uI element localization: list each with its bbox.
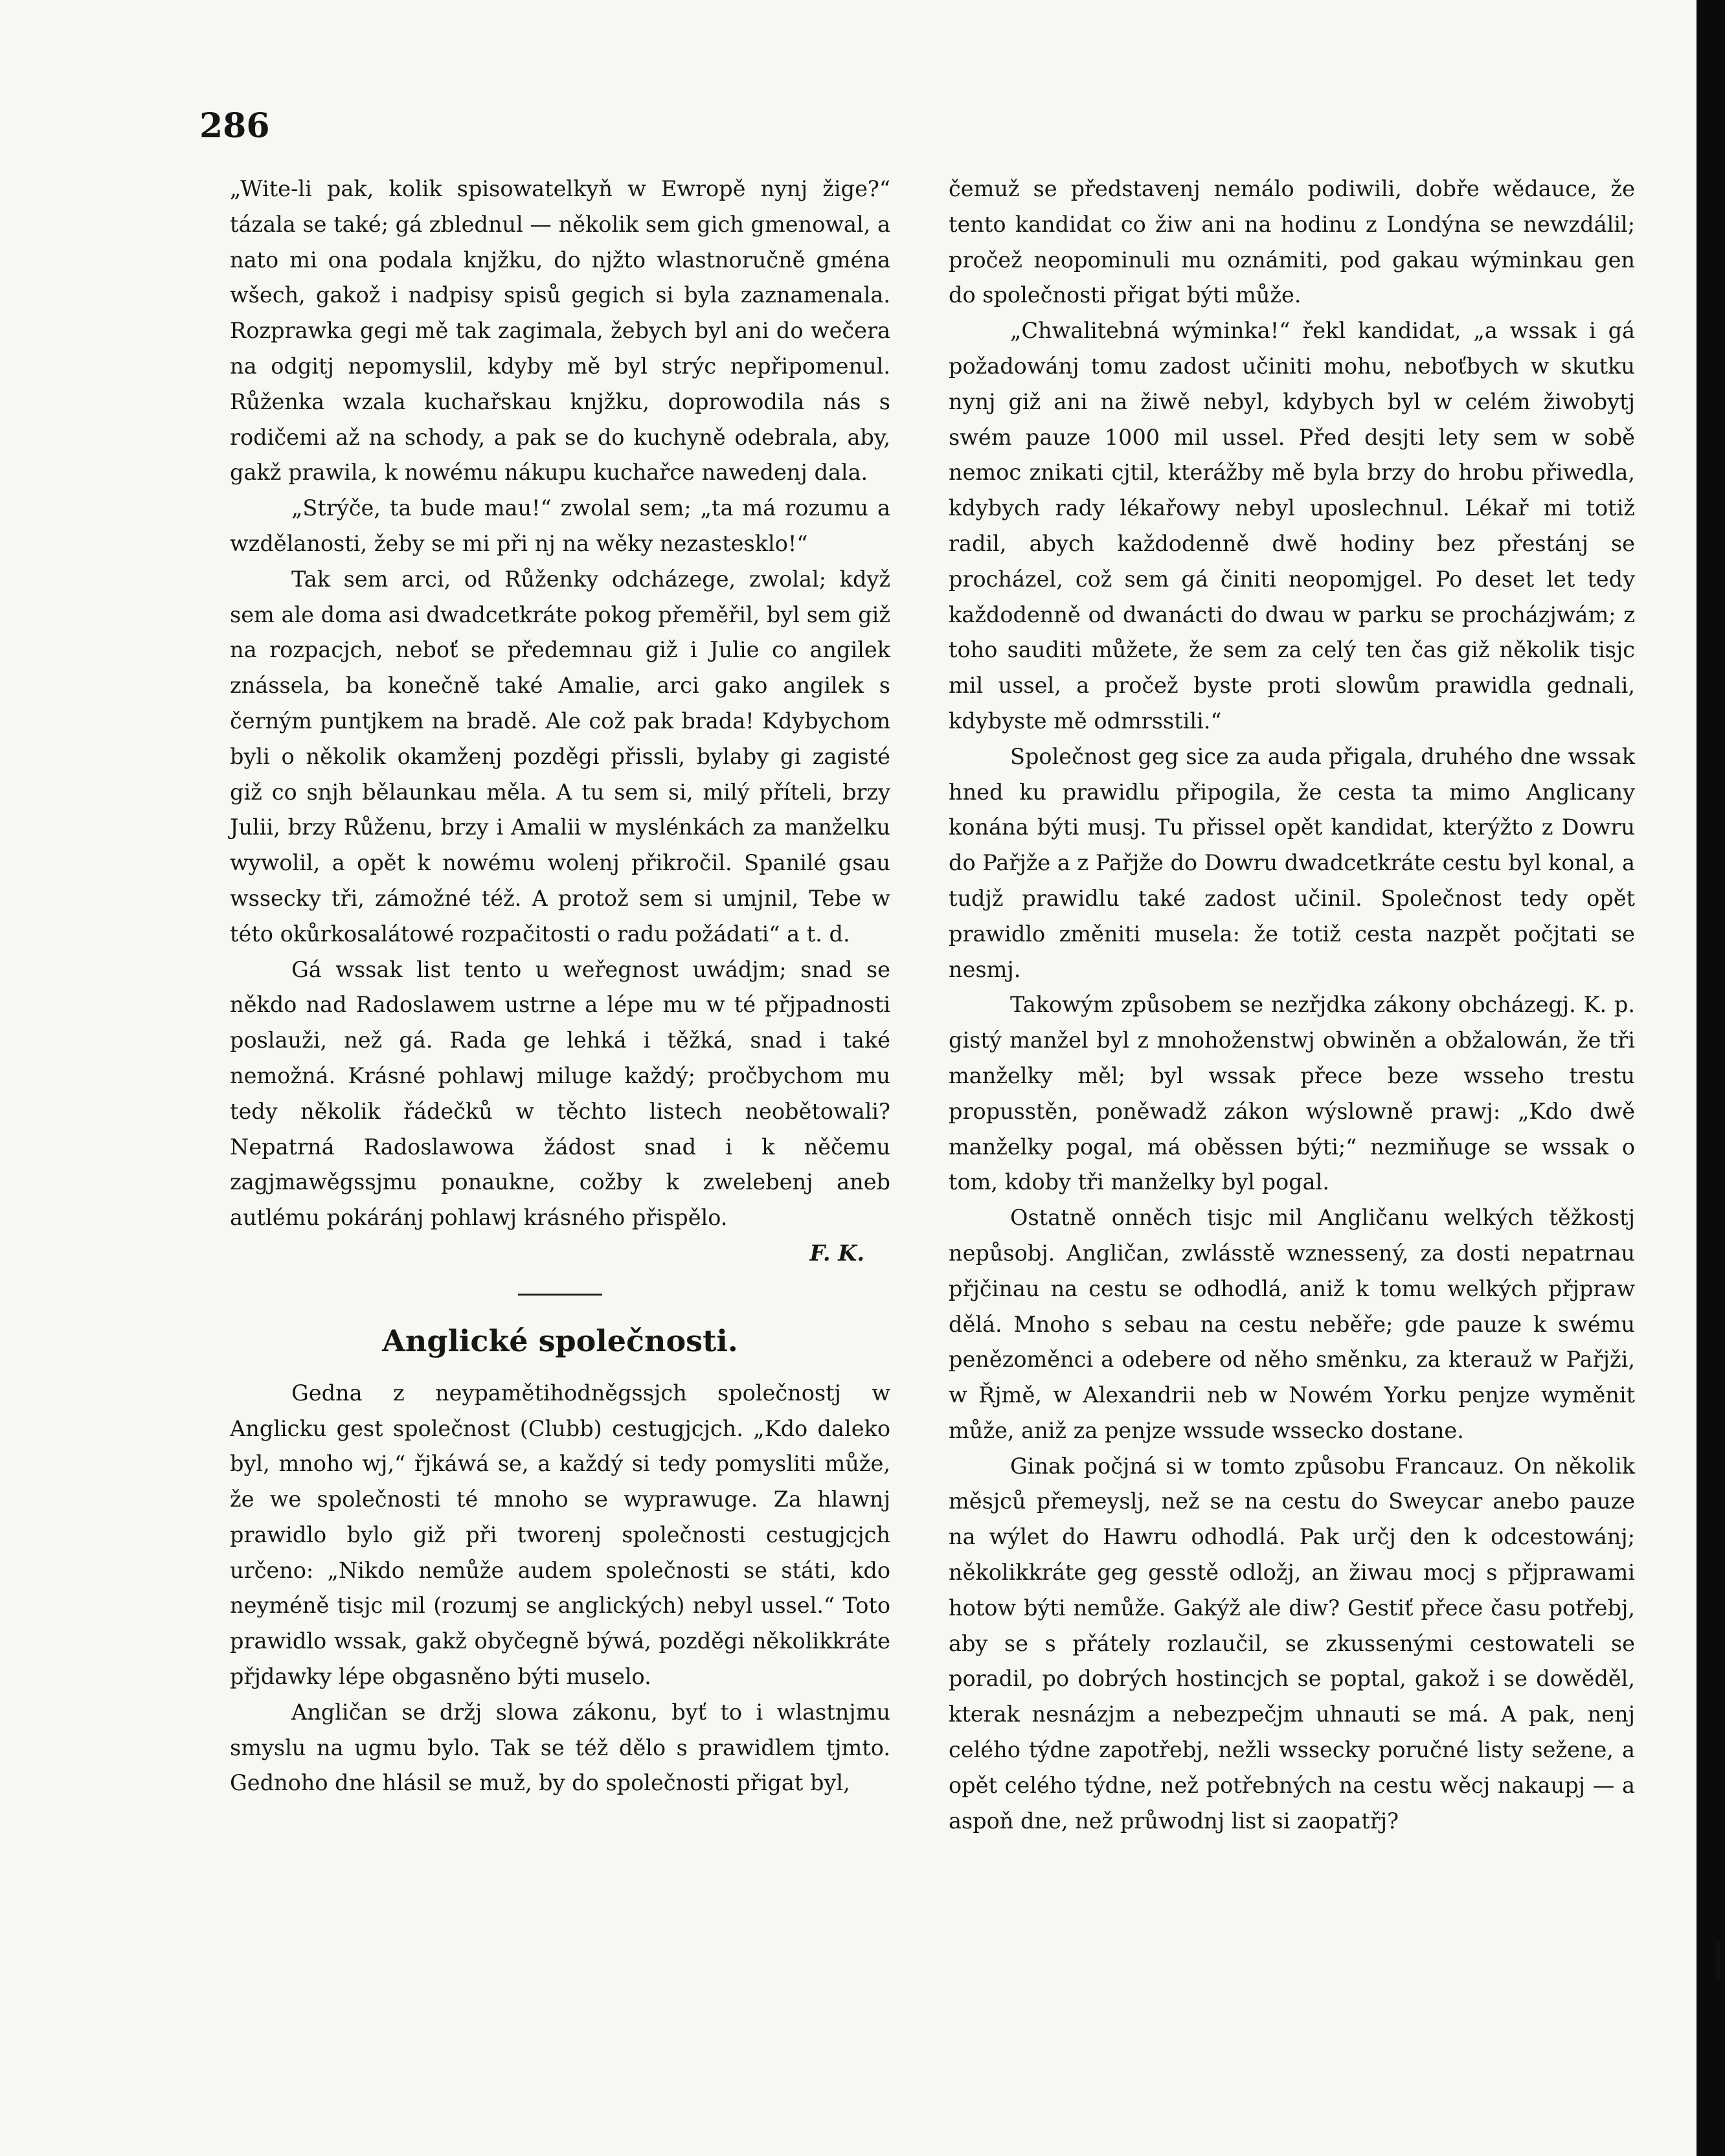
page-number: 286 bbox=[199, 106, 270, 146]
left-paragraph-3: Tak sem arci, od Růženky odcházege, zwolal; když sem ale doma asi dwadcetkráte pokog přeměřil, byl sem giž na rozpacjch, neboť se předemnau giž i Julie co angilek znássela, ba konečně také Amalie, arci gako angilek s černým puntjkem na bradě. Ale což pak brada! Kdybychom byli o několik okamženj pozděgi přissli, bylaby gi zagisté giž co snjh bělaunkau měla. A tu sem si, milý příteli, brzy Julii, brzy Růženu, brzy i Amalii w myslénkách za manželku wywolil, a opět k nowému wolenj přikročil. Spanilé gsau wssecky tři, zámožné též. A protož sem si umjnil, Tebe w této okůrkosalátowé rozpačitosti o radu požádati“ a t. d. bbox=[230, 566, 890, 947]
left-paragraph-1: „Wite-li pak, kolik spisowatelkyň w Ewropě nynj žige?“ tázala se také; gá zblednul — několik sem gich gmenowal, a nato mi ona podala knjžku, do njžto wlastnoručně gména wšech, gakož i nadpisy spisů gegich si byla zaznamenala. Rozprawka gegi mě tak zagimala, žebych byl ani do wečera na odgitj nepomyslil, kdyby mě byl strýc nepřipomenul. Růženka wzala kuchařskau knjžku, doprowodila nás s rodičemi až na schody, a pak se do kuchyně odebrala, aby, gakž prawila, k nowému nákupu kuchařce nawedenj dala. bbox=[230, 176, 890, 486]
right-paragraph-6: Ginak počjná si w tomto způsobu Francauz. On několik měsjců přemeyslj, než se na cestu do Sweycar anebo pauze na wýlet do Hawru odhodlá. Pak určj den k odcestowánj; několikkráte geg gesstě odložj, an žiwau mocj s přjprawami hotow býti nemůže. Gakýž ale diw? Gestiť přece času potřebj, aby se s přátely rozlaučil, se zkussenými cestowateli se poradil, po dobrých hostincjch se poptal, gakož i se dowěděl, kterak nesnázjm a nebezpečjm uhnauti se má. A pak, nenj celého týdne zapotřebj, nežli wssecky poručné listy sežene, a opět celého týdne, než potřebných na cestu wěcj nakaupj — a aspoň dne, než průwodnj list si zaopatřj? bbox=[949, 1453, 1635, 1834]
left-paragraph-2: „Strýče, ta bude mau!“ zwolal sem; „ta má rozumu a wzdělanosti, žeby se mi při nj na wěky nezastesklo!“ bbox=[230, 495, 890, 556]
right-paragraph-4: Takowým způsobem se nezřjdka zákony obcházegj. K. p. gistý manžel byl z mnohoženstwj obwiněn a obžalowán, že tři manželky měl; byl wssak přece beze wsseho trestu propusstěn, poněwadž zákon wýslowně prawj: „Kdo dwě manželky pogal, má oběssen býti;“ nezmiňuge se wssak o tom, kdoby tři manželky byl pogal. bbox=[949, 992, 1635, 1195]
article-heading: Anglické společnosti. bbox=[382, 1323, 738, 1358]
author-signature: F. K. bbox=[809, 1240, 864, 1266]
left-paragraph-6: Angličan se držj slowa zákonu, byť to i wlastnjmu smyslu na ugmu bylo. Tak se též dělo s prawidlem tjmto. Gednoho dne hlásil se muž, by do společnosti přigat byl, bbox=[230, 1699, 890, 1796]
scan-edge-mark bbox=[1716, 1942, 1720, 1981]
right-paragraph-1: čemuž se představenj nemálo podiwili, dobře wědauce, že tento kandidat co žiw ani na hodinu z Londýna se newzdálil; pročež neopominuli mu oznámiti, pod gakau wýminkau gen do společnosti přigat býti může. bbox=[949, 176, 1635, 308]
right-paragraph-2: „Chwalitebná wýminka!“ řekl kandidat, „a wssak i gá požadowánj tomu zadost učiniti mohu, neboťbych w skutku nynj giž ani na žiwě nebyl, kdybych byl w celém žiwobytj swém pauze 1000 mil ussel. Před desjti lety sem w sobě nemoc znikati cjtil, kterážby mě byla brzy do hrobu přiwedla, kdybych rady lékařowy nebyl uposlechnul. Lékař mi totiž radil, abych každodenně dwě hodiny bez přestánj se procházel, což sem gá činiti neopomjgel. Po deset let tedy každodenně od dwanácti do dwau w parku se procházjwám; z toho sauditi můžete, že sem za celý ten čas giž několik tisjc mil ussel, a pročež byste proti slowům prawidla gednali, kdybyste mě odmrsstili.“ bbox=[949, 318, 1635, 734]
right-column bbox=[949, 172, 1635, 1839]
right-paragraph-5: Ostatně onněch tisjc mil Angličanu welkých těžkostj nepůsobj. Angličan, zwlásstě wznessený, za dosti nepatrnau přjčinau na cestu se odhodlá, aniž k tomu welkých přjpraw dělá. Mnoho s sebau na cestu neběře; gde pauze k swému penězoměnci a odebere od něho směnku, za kterauž w Pařjži, w Řjmě, w Alexandrii neb w Nowém Yorku penjze wyměnit může, aniž za penjze wssude wssecko dostane. bbox=[949, 1205, 1635, 1443]
section-divider bbox=[518, 1294, 602, 1296]
right-paragraph-3: Společnost geg sice za auda přigala, druhého dne wssak hned ku prawidlu připogila, že cesta ta mimo Anglicany konána býti musj. Tu přissel opět kandidat, kterýžto z Dowru do Pařjže a z Pařjže do Dowru dwadcetkráte cestu byl konal, a tudjž prawidlu také zadost učinil. Společnost tedy opět prawidlo změniti musela: že totiž cesta nazpět počjtati se nesmj. bbox=[949, 743, 1635, 982]
left-paragraph-4: Gá wssak list tento u weřegnost uwádjm; snad se někdo nad Radoslawem ustrne a lépe mu w té přjpadnosti poslauži, než gá. Rada ge lehká i těžká, snad i také nemožná. Krásné pohlawj miluge každý; pročbychom mu tedy několik řádečků w těchto listech neobětowali? Nepatrná Radoslawowa žádost snad i k něčemu zagjmawěgssjmu ponaukne, cožby k zwelebenj aneb autlému pokáránj pohlawj krásného přispělo. bbox=[230, 956, 890, 1231]
left-column bbox=[230, 172, 890, 1801]
left-paragraph-5: Gedna z neypamětihodněgssjch společnostj w Anglicku gest společnost (Clubb) cestugjcjch. „Kdo daleko byl, mnoho wj,“ řjkáwá se, a každý si tedy pomysliti může, že we společnosti té mnoho se wyprawuge. Za hlawnj prawidlo bylo giž při tworenj společnosti cestugjcjch určeno: „Nikdo nemůže audem společnosti se státi, kdo neyméně tisjc mil (rozumj se anglických) nebyl ussel.“ Toto prawidlo wssak, gakž obyčegně býwá, pozděgi několikkráte přjdawky lépe obgasněno býti muselo. bbox=[230, 1380, 890, 1690]
